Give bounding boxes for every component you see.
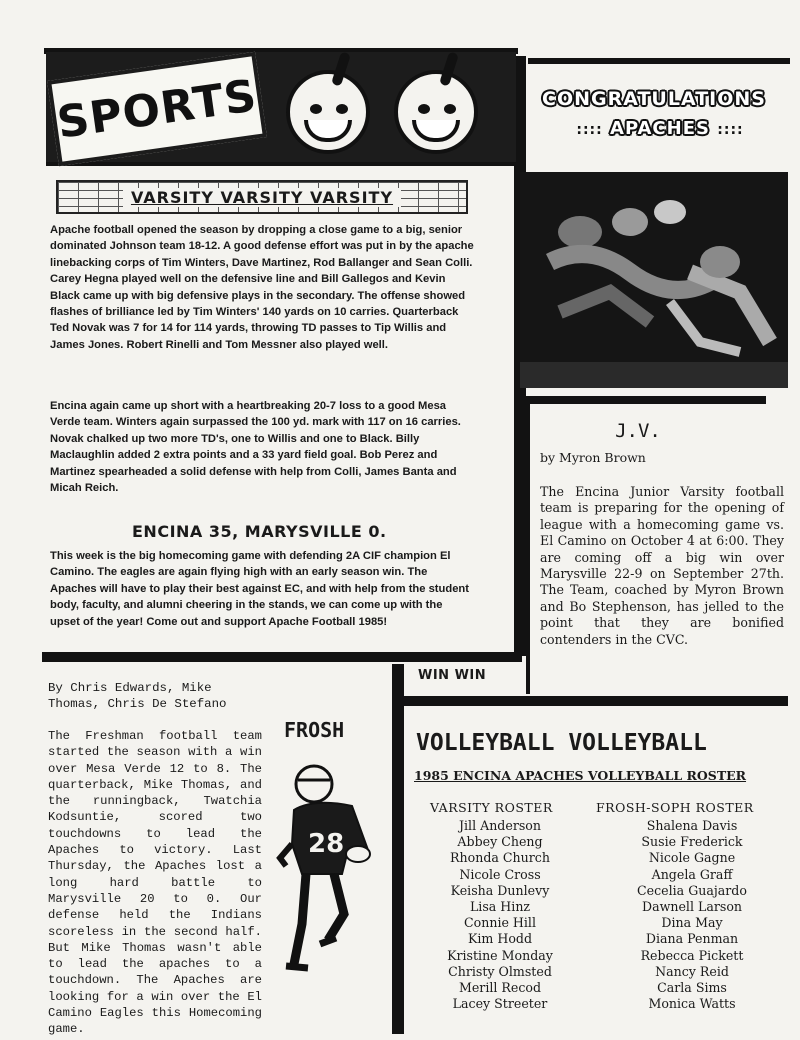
- football-player-icon: [272, 754, 392, 994]
- congratulations-heading: CONGRATULATIONS: [542, 88, 766, 110]
- varsity-banner: [56, 180, 468, 214]
- score-headline: ENCINA 35, MARYSVILLE 0.: [132, 522, 387, 541]
- list-item: Monica Watts: [648, 996, 736, 1012]
- rule-jv-left: [526, 404, 530, 694]
- list-item: Angela Graff: [651, 866, 733, 882]
- list-item: Kim Hodd: [467, 931, 533, 947]
- list-item: Susie Frederick: [641, 834, 743, 850]
- indian-head-mascot-icon: [394, 70, 478, 154]
- apaches-word: APACHES: [610, 118, 710, 139]
- rule-varsity-banner-divider: [46, 162, 516, 166]
- frosh-soph-roster-list: [602, 818, 782, 1012]
- apaches-heading: [548, 118, 772, 139]
- list-item: Rhonda Church: [450, 850, 550, 866]
- jersey-number: 28: [308, 829, 345, 859]
- football-scrum-illustration: [520, 172, 788, 388]
- frosh-soph-roster-heading: FROSH-SOPH ROSTER: [596, 800, 754, 815]
- jv-byline: by Myron Brown: [540, 450, 646, 465]
- list-item: Cecelia Guajardo: [637, 882, 747, 898]
- list-item: Merill Recod: [458, 980, 542, 996]
- list-item: Abbey Cheng: [457, 834, 543, 850]
- homecoming-paragraph: This week is the big homecoming game with defending 2A CIF champion El Camino. The eagles are again flying high with an early season win. The Apaches will have to play their best against EC, and with help from the student body, faculty, and alumni cheering in the stands, we can come up with the upset of the year! Come out and support Apache Football 1985!: [50, 550, 469, 628]
- football-player-drawing: [272, 754, 392, 994]
- jv-title: J.V.: [615, 420, 661, 442]
- list-item: Dawnell Larson: [641, 899, 743, 915]
- rule-photo-bottom: [526, 396, 766, 404]
- sports-title: SPORTS: [47, 52, 267, 166]
- list-item: Nicole Cross: [459, 866, 541, 882]
- frosh-article: The Freshman football team started the season with a win over Mesa Verde 12 to 8. The quarterback, Mike Thomas, and the runningback, Twatchia Kodsuntie, scored two touchdowns to lead the Apaches to victory. Last Thursday, the Apaches lost a long hard battle to Marysville 20 to 0. Our defense held the Indians scoreless in the second half. But Mike Thomas wasn't able to lead the apaches to a touchdown. The Apaches are looking for a win over the El Camino Eagles this Homecoming game.: [48, 729, 262, 1037]
- list-item: Christy Olmsted: [448, 963, 552, 979]
- list-item: Carla Sims: [657, 980, 727, 996]
- list-item: Shalena Davis: [646, 818, 738, 833]
- varsity-paragraph-1: Apache football opened the season by dropping a close game to a big, senior dominated Johnson team 18-12. A good defense effort was put in by the apache linebacking corps of Tim Winters, Dave Martinez, Rod Ballanger and Sean Colli. Carey Hegna played well on the defensive line and Bill Gallegos and Kevin Black came up with big defensive plays in the secondary. The offense showed flashes of brilliance led by Tim Winters' 140 yards on 10 carries. Quarterback Ted Novak was 7 for 14 for 114 yards, throwing TD passes to Tip Willis and James Jones. Robert Rinelli and Tom Messner also played well.: [50, 224, 474, 351]
- frosh-title: FROSH: [284, 718, 345, 742]
- volleyball-roster-title: 1985 ENCINA APACHES VOLLEYBALL ROSTER: [414, 768, 747, 783]
- indian-head-mascot-icon: [286, 70, 370, 154]
- list-item: Nicole Gagne: [648, 850, 736, 866]
- list-item: Jill Anderson: [458, 818, 542, 833]
- jv-article: The Encina Junior Varsity football team is preparing for the opening of league with a homecoming game vs. El Camino on October 4 at 6:00. They are coming off a big win over Marysville 22-9 on September 27th. The Team, coached by Myron Brown and Bo Stephenson, has jelled to the point that they are bonified contenders in the CVC.: [540, 484, 784, 647]
- list-item: Keisha Dunlevy: [450, 882, 550, 898]
- rule-volleyball-top: [404, 696, 788, 706]
- list-item: Lisa Hinz: [469, 899, 531, 915]
- rule-frosh-right: [392, 664, 404, 1034]
- varsity-roster-list: [420, 818, 580, 1012]
- football-action-photo: [520, 172, 788, 388]
- frosh-byline: By Chris Edwards, Mike Thomas, Chris De Stefano: [48, 681, 227, 711]
- list-item: Rebecca Pickett: [640, 947, 744, 963]
- list-item: Dina May: [661, 915, 723, 931]
- win-win-label: WIN WIN: [418, 668, 487, 683]
- rule-win-left: [392, 656, 522, 662]
- list-item: Diana Penman: [645, 931, 739, 947]
- varsity-roster-heading: VARSITY ROSTER: [430, 800, 553, 815]
- volleyball-title: VOLLEYBALL VOLLEYBALL: [416, 730, 707, 756]
- list-item: Connie Hill: [464, 915, 536, 931]
- list-item: Kristine Monday: [447, 947, 553, 963]
- list-item: Lacey Streeter: [452, 996, 548, 1012]
- dots-left: ::::: [576, 122, 603, 138]
- varsity-banner-text: VARSITY VARSITY VARSITY: [123, 188, 401, 207]
- list-item: Nancy Reid: [655, 963, 729, 979]
- varsity-paragraph-2: Encina again came up short with a heartbreaking 20-7 loss to a good Mesa Verde team. Winters again surpassed the 100 yd. mark with 117 on 16 carries. Novak chalked up two more TD's, one to Willis and one to Black. Billy Maclaughlin added 2 extra points and a 33 yard field goal. Bob Perez and Martinez spearheaded a solid defense with help from Colli, James Banta and Micah Reich.: [50, 400, 461, 495]
- rule-right-top: [528, 58, 790, 64]
- dots-right: ::::: [717, 122, 744, 138]
